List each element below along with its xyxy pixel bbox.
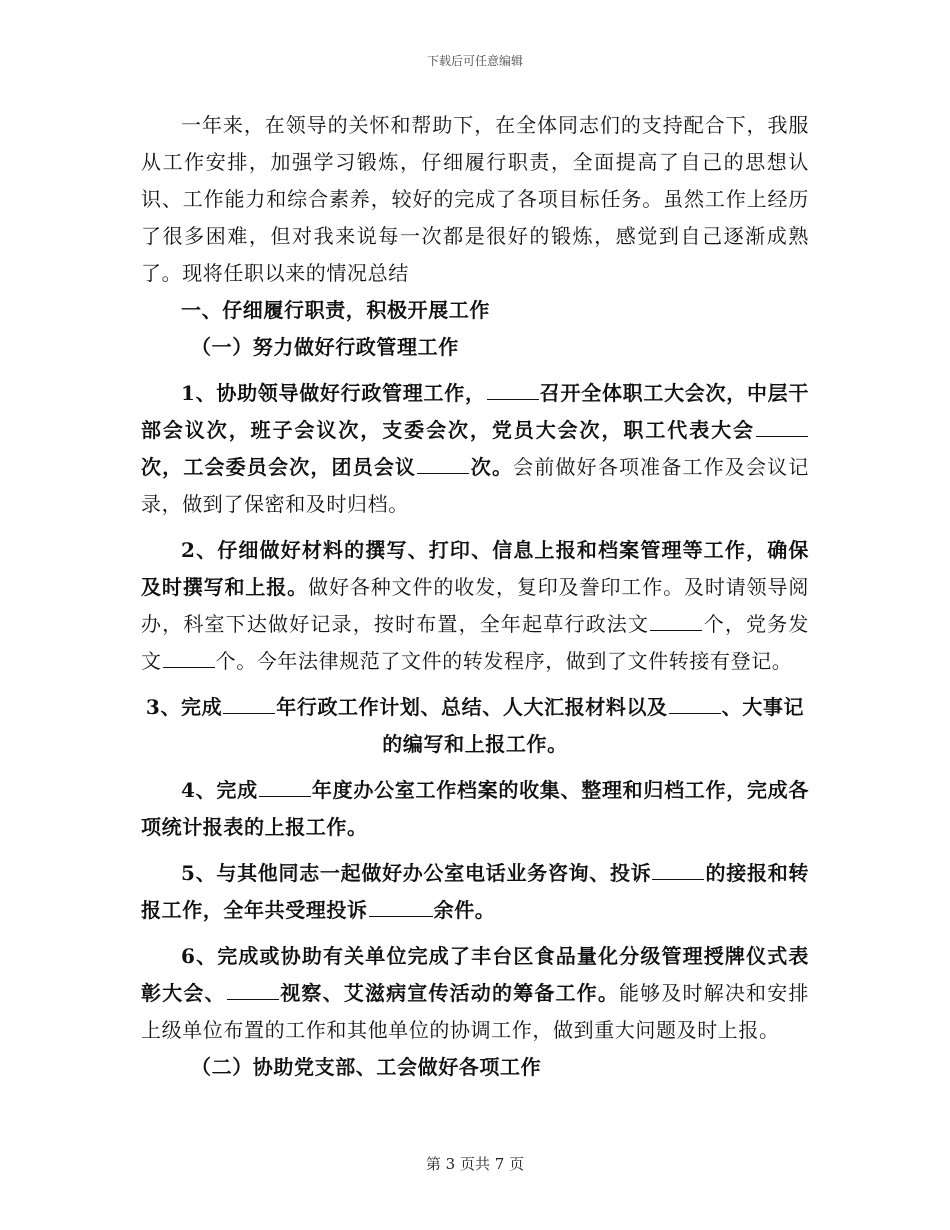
page-footer: 第 3 页共 7 页 [425,1155,525,1173]
item-1-counts-3: 次。 [470,455,514,479]
blank-field [650,610,702,631]
item-5-paragraph [141,855,809,929]
item-4-lead: 4、完成 [181,778,258,802]
intro-paragraph: 一年来，在领导的关怀和帮助下，在全体同志们的支持配合下，我服从工作安排，加强学习锻炼，仔细履行职责，全面提高了自己的思想认识、工作能力和综合素养，较好的完成了各项目标任务。虽然工作上经历了很多困难，但对我来说每一次都是很好的锻炼，感觉到自己逐渐成熟了。现将任职以来的情况总结 [141,113,809,285]
blank-field [223,693,275,714]
document-body [141,107,809,1086]
item-5-lead: 5、与其他同志一起做好办公室电话业务咨询、投诉 [181,861,652,885]
item-2-body: 做好各种文件的收发，复印及誊印工作。及时请领导阅办，科室下达做好记录，按时布置，全年起草行政法文 [141,575,809,636]
section-1-heading: 一、仔细履行职责，积极开展工作 [181,298,490,322]
blank-field [652,859,704,880]
item-3-paragraph [141,689,809,763]
item-2-lead: 2、仔细做好材料的撰写、打印、信息上报和档案管理等工作，确保及时撰写和上报。 [141,538,809,599]
item-6-body: 视察、艾滋病宣传活动的筹备工作。 [279,981,620,1005]
item-3-lead: 3、完成 [145,695,223,719]
item-1-paragraph [141,375,809,523]
blank-field [487,379,539,400]
blank-field [259,776,311,797]
item-5-tail: 余件。 [433,898,496,922]
item-6-lead: 6、完成或协助有关单位完成了丰台区食品量化分级管理授牌仪式表彰大会、 [141,944,809,1005]
blank-field [369,896,433,917]
subsection-1-heading: （一）努力做好行政管理工作 [191,335,459,359]
blank-field [227,979,279,1000]
item-3-tail: 、大事记的编写和上报工作。 [382,695,805,756]
item-2-paragraph [141,532,809,680]
item-3-body: 年行政工作计划、总结、人大汇报材料以及 [276,695,668,719]
item-2-body-2: 个，党务发文 [141,612,810,673]
item-1-counts-2: 次，工会委员会次，团员会议 [141,455,417,479]
item-1-tail: 会前做好各项准备工作及会议记录，做到了保密和及时归档。 [141,455,809,516]
item-1-lead: 1、协助领导做好行政管理工作， [181,381,486,405]
blank-field [669,693,721,714]
subsection-2-heading: （二）协助党支部、工会做好各项工作 [191,1055,542,1079]
item-5-body: 的接报和转报工作，全年共受理投诉 [141,861,810,922]
blank-field [417,453,469,474]
item-1-counts: 召开全体职工大会次，中层干部会议次，班子会议次，支委会次，党员大会次，职工代表大会 [141,381,809,442]
item-4-tail: 年度办公室工作档案的收集、整理和归档工作，完成各项统计报表的上报工作。 [141,778,809,839]
item-6-paragraph [141,938,809,1049]
blank-field [756,416,808,437]
item-6-tail: 能够及时解决和安排上级单位布置的工作和其他单位的协调工作，做到重大问题及时上报。 [141,981,809,1042]
item-2-tail: 个。今年法律规范了文件的转发程序，做到了文件转接有登记。 [215,649,793,673]
item-4-paragraph [141,772,809,846]
page-header: 下载后可任意编辑 [426,54,523,68]
blank-field [163,647,215,668]
